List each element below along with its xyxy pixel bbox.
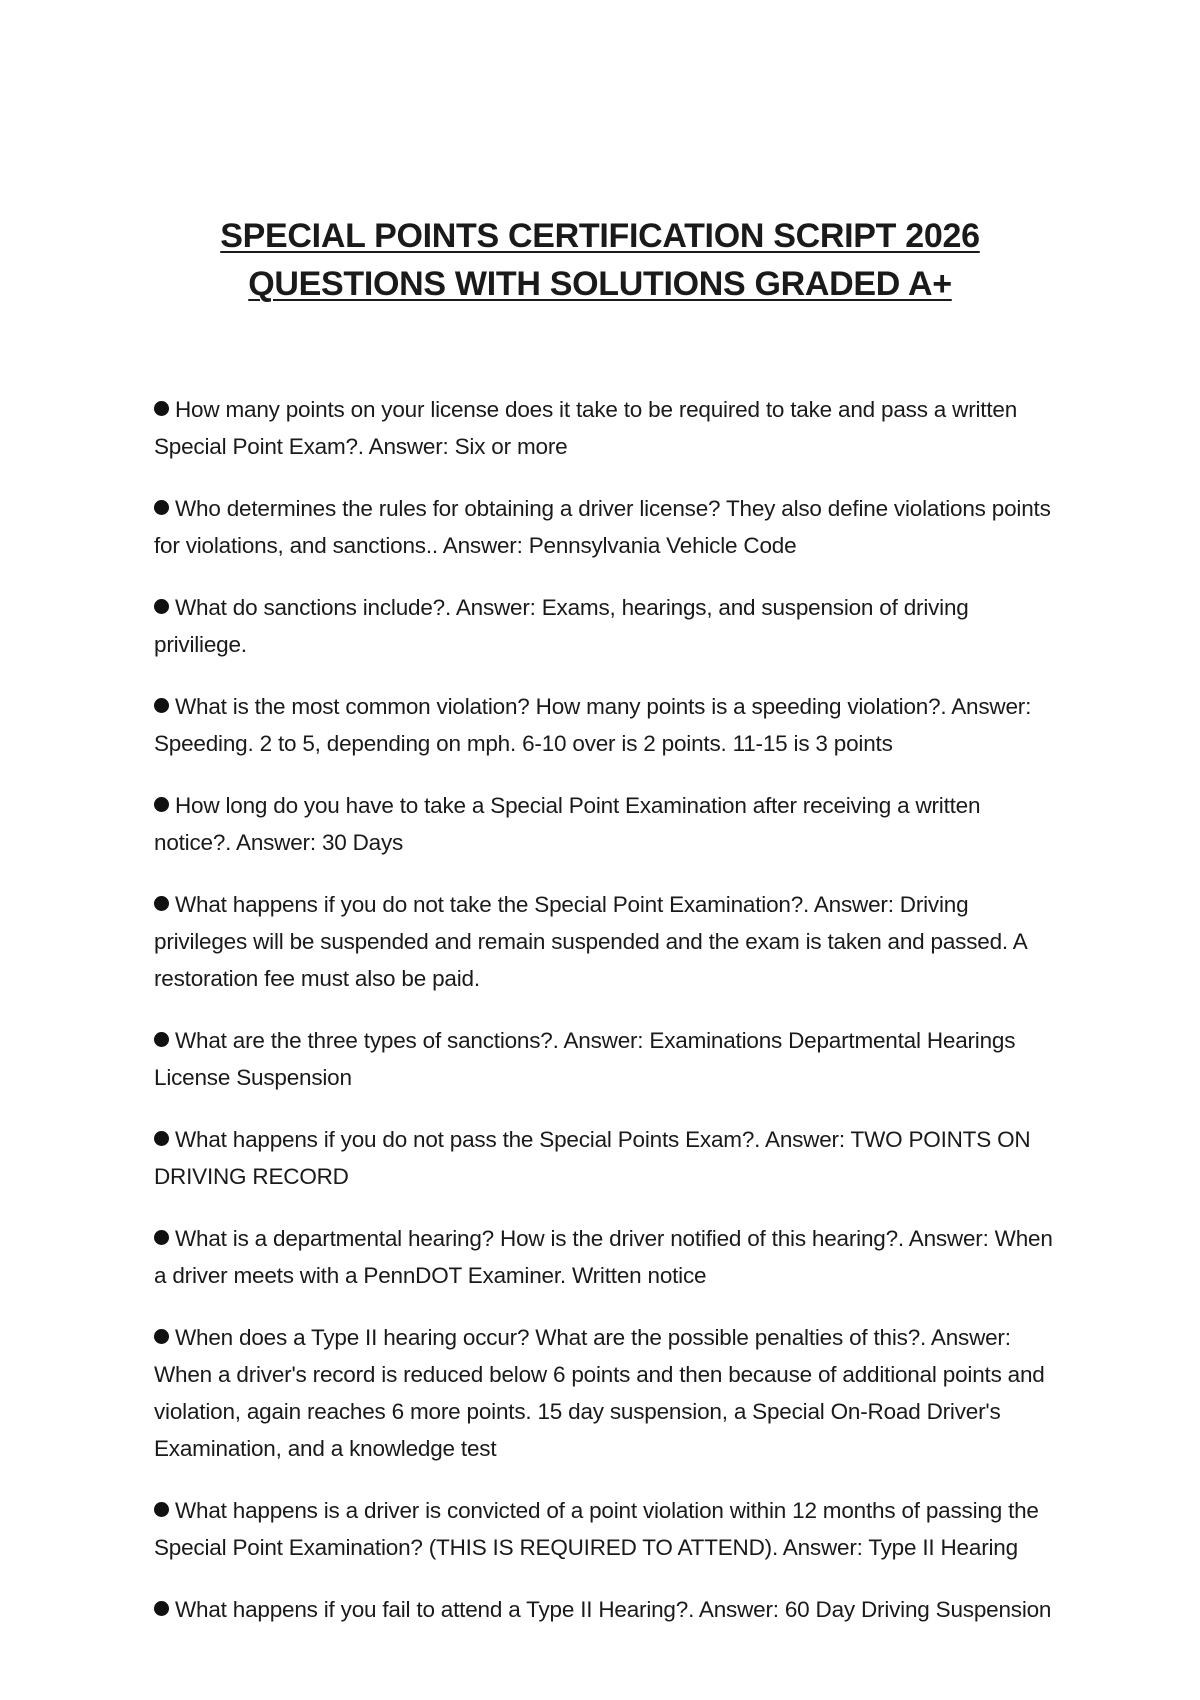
bullet-icon (154, 1230, 169, 1245)
document-title (150, 212, 1050, 308)
qa-item (154, 1319, 1054, 1467)
qa-text: What is the most common violation? How many points is a speeding violation?. Answer: Speeding. 2 to 5, depending on mph. 6-10 over is 2 points. 11-15 is 3 points (154, 694, 1032, 756)
qa-text: What are the three types of sanctions?. Answer: Examinations Departmental Hearings License Suspension (154, 1028, 1016, 1090)
qa-text: How long do you have to take a Special Point Examination after receiving a written notice?. Answer: 30 Days (154, 793, 981, 855)
title-line-1: SPECIAL POINTS CERTIFICATION SCRIPT 2026 (220, 217, 980, 255)
qa-text: What happens if you do not pass the Special Points Exam?. Answer: TWO POINTS ON DRIVING RECORD (154, 1127, 1031, 1189)
qa-text: Who determines the rules for obtaining a driver license? They also define violations points for violations, and sanctions.. Answer: Pennsylvania Vehicle Code (154, 496, 1051, 558)
qa-item (154, 589, 1054, 663)
qa-item (154, 1022, 1054, 1096)
qa-text: What happens is a driver is convicted of a point violation within 12 months of passing the Special Point Examination? (THIS IS REQUIRED TO ATTEND). Answer: Type II Hearing (154, 1498, 1039, 1560)
bullet-icon (154, 797, 169, 812)
bullet-icon (154, 500, 169, 515)
qa-text: How many points on your license does it take to be required to take and pass a written Special Point Exam?. Answer: Six or more (154, 397, 1018, 459)
qa-item (154, 886, 1054, 997)
qa-item (154, 490, 1054, 564)
bullet-icon (154, 401, 169, 416)
qa-item (154, 688, 1054, 762)
bullet-icon (154, 1032, 169, 1047)
bullet-icon (154, 1329, 169, 1344)
qa-list (154, 391, 1054, 1653)
qa-item (154, 1492, 1054, 1566)
bullet-icon (154, 599, 169, 614)
title-line-2: QUESTIONS WITH SOLUTIONS GRADED A+ (248, 265, 952, 303)
bullet-icon (154, 1502, 169, 1517)
bullet-icon (154, 896, 169, 911)
qa-text: What is a departmental hearing? How is the driver notified of this hearing?. Answer: When a driver meets with a PennDOT Examiner. Written notice (154, 1226, 1053, 1288)
qa-text: What happens if you do not take the Special Point Examination?. Answer: Driving privileges will be suspended and remain suspended and the exam is taken and passed. A restoration fee must also be paid. (154, 892, 1027, 991)
qa-text: What happens if you fail to attend a Type II Hearing?. Answer: 60 Day Driving Suspension (175, 1597, 1052, 1622)
qa-text: When does a Type II hearing occur? What are the possible penalties of this?. Answer: When a driver's record is reduced below 6 points and then because of additional points and violation, again reaches 6 more points. 15 day suspension, a Special On-Road Driver's Examination, and a knowledge test (154, 1325, 1045, 1461)
qa-item (154, 1220, 1054, 1294)
bullet-icon (154, 1131, 169, 1146)
qa-item (154, 1591, 1054, 1628)
qa-item (154, 787, 1054, 861)
bullet-icon (154, 1601, 169, 1616)
bullet-icon (154, 698, 169, 713)
qa-item (154, 1121, 1054, 1195)
qa-item (154, 391, 1054, 465)
qa-text: What do sanctions include?. Answer: Exams, hearings, and suspension of driving priviliege. (154, 595, 969, 657)
